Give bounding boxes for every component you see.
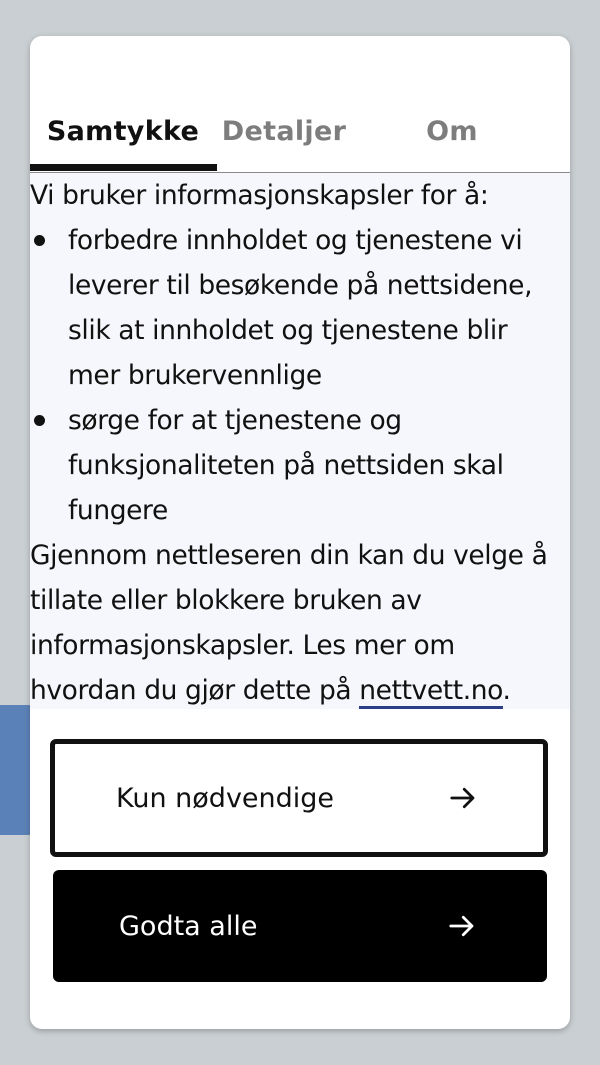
list-item-line: slik at innholdet og tjenestene blir — [68, 315, 508, 346]
necessary-only-label: Kun nødvendige — [116, 782, 335, 814]
list-item — [30, 218, 570, 398]
list-item — [30, 398, 570, 533]
list-item-line: leverer til besøkende på nettsidene, — [68, 270, 533, 301]
list-item-line: mer brukervennlige — [68, 360, 322, 391]
cookie-consent-dialog — [30, 36, 570, 1029]
consent-text-panel — [30, 173, 570, 709]
body-text-suffix: . — [502, 675, 511, 706]
list-item-line: funksjonaliteten på nettsiden skal — [68, 450, 504, 481]
background-panel-edge — [0, 705, 34, 835]
list-item-line: forbedre innholdet og tjenestene vi — [68, 225, 523, 256]
bullet-icon — [34, 415, 45, 426]
tab-label: Samtykke — [46, 116, 200, 147]
list-item-line: fungere — [68, 495, 168, 526]
body-text-prefix: hvordan du gjør dette på — [30, 675, 360, 706]
body-text-line: Gjennom nettleseren din kan du velge å — [30, 540, 548, 571]
body-text-line: informasjonskapsler. Les mer om — [30, 630, 455, 661]
purpose-list — [30, 218, 570, 533]
body-text-line: tillate eller blokkere bruken av — [30, 585, 422, 616]
body-text-last-line — [30, 668, 570, 713]
arrow-right-icon — [448, 783, 478, 813]
tab-label: Om — [426, 116, 478, 147]
tab-om[interactable] — [392, 116, 512, 172]
accept-all-button[interactable] — [53, 870, 547, 982]
tab-label: Detaljer — [221, 116, 347, 147]
intro-text: Vi bruker informasjonskapsler for å: — [30, 180, 489, 211]
tab-detaljer[interactable] — [216, 116, 352, 172]
list-item-line: sørge for at tjenestene og — [68, 405, 402, 436]
necessary-only-button[interactable] — [50, 739, 548, 857]
nettvett-link[interactable]: nettvett.no — [359, 675, 502, 709]
accept-all-label: Godta alle — [119, 910, 258, 942]
arrow-right-icon — [447, 911, 477, 941]
bullet-icon — [34, 235, 45, 246]
active-tab-indicator — [30, 164, 217, 171]
